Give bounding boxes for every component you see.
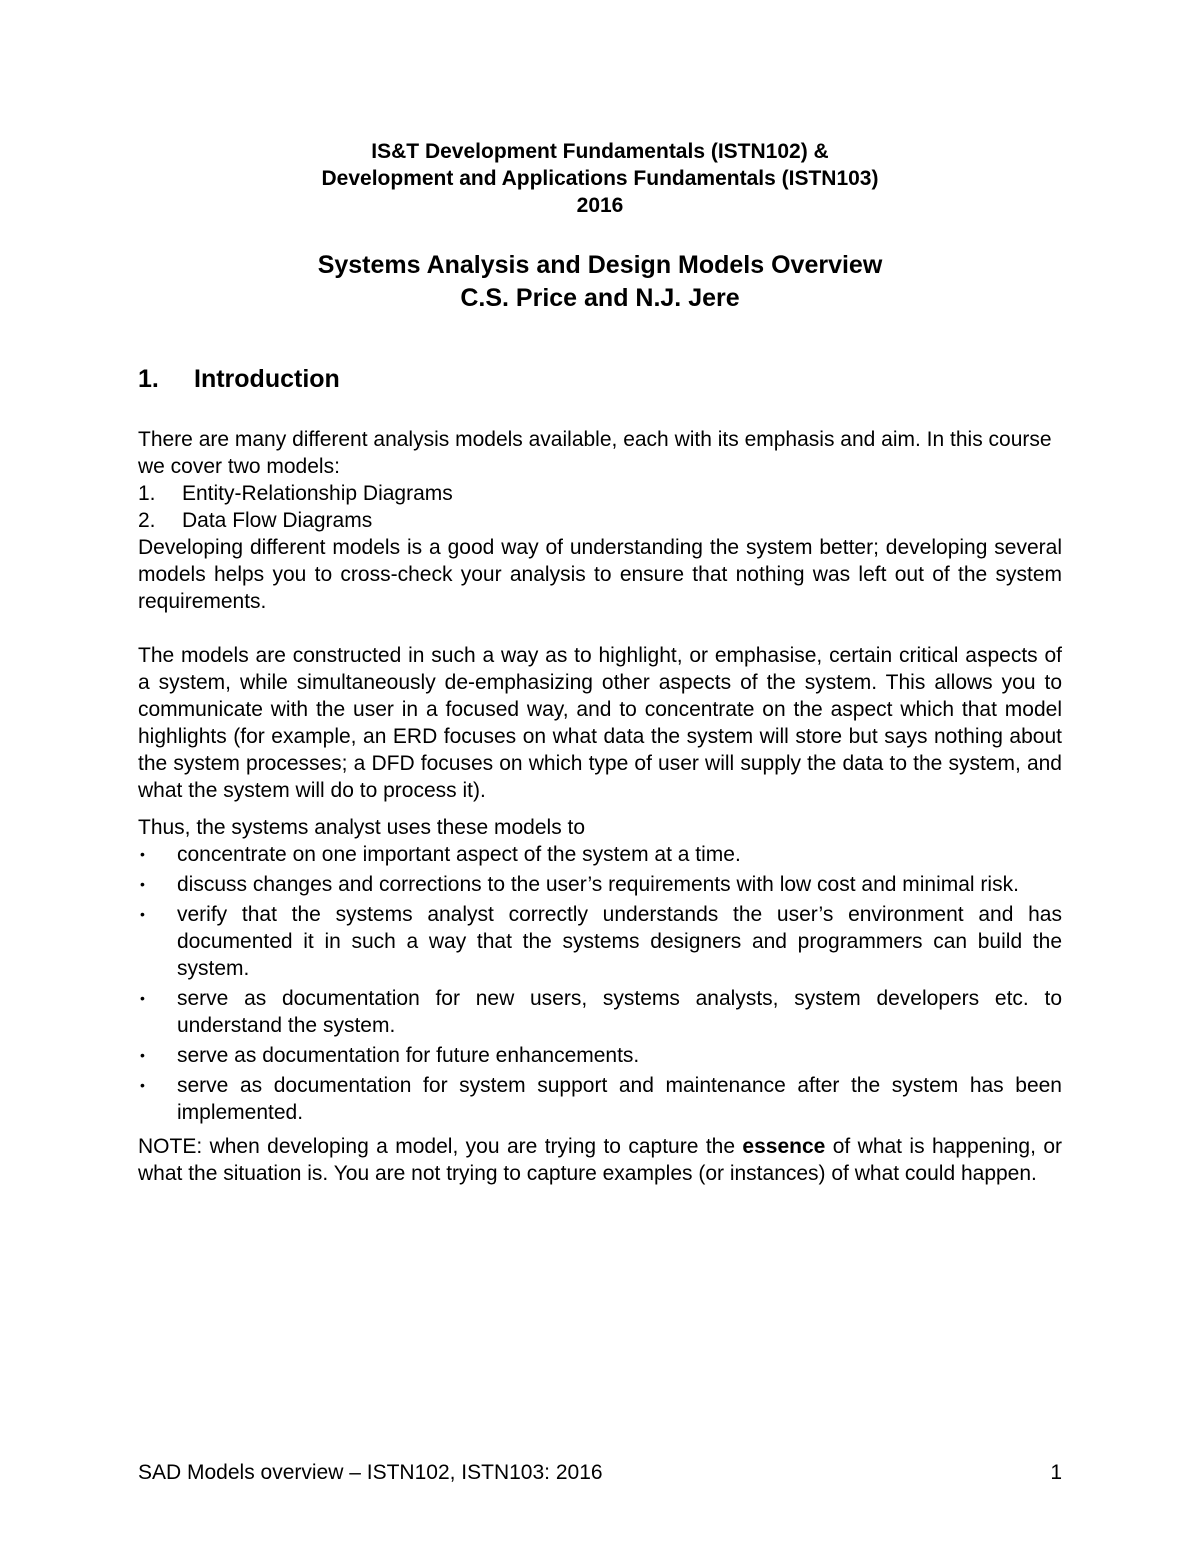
document-authors: C.S. Price and N.J. Jere xyxy=(460,284,740,312)
body-text xyxy=(138,426,1062,1187)
bullet-text: serve as documentation for future enhancements. xyxy=(177,1044,640,1067)
bullet-glyph: • xyxy=(140,906,145,922)
model-list-item xyxy=(138,480,1062,507)
course-header-line-1: IS&T Development Fundamentals (ISTN102) & xyxy=(371,140,829,163)
document-title-block xyxy=(0,249,1200,315)
uses-bullet-list xyxy=(138,841,1062,1126)
document-title: Systems Analysis and Design Models Overview xyxy=(317,251,883,279)
bullet-glyph: • xyxy=(140,1047,145,1063)
note-text-start: NOTE: when developing a model, you are trying to capture the xyxy=(138,1135,743,1158)
uses-lead-in: Thus, the systems analyst uses these models to xyxy=(138,816,586,839)
course-header-year: 2016 xyxy=(576,194,624,217)
bullet-text: verify that the systems analyst correctly understands the user’s environment and has documented it in such a way that the systems designers and programmers can build the system. xyxy=(177,903,1062,980)
intro-paragraph: There are many different analysis models available, each with its emphasis and aim. In this course we cover two models: xyxy=(138,428,1052,478)
bullet-item xyxy=(138,1072,1062,1126)
section-heading xyxy=(138,363,340,396)
paragraph-spacer xyxy=(138,804,1062,814)
models-paragraph: Developing different models is a good way of understanding the system better; developing several models helps you to cross-check your analysis to ensure that nothing was left out of the system requirements. xyxy=(138,536,1062,613)
course-header xyxy=(0,138,1200,219)
bullet-glyph: • xyxy=(140,1077,145,1093)
model-list-label: Entity-Relationship Diagrams xyxy=(182,482,453,505)
paragraph-spacer xyxy=(138,615,1062,642)
bullet-item xyxy=(138,985,1062,1039)
model-list-number: 1. xyxy=(138,482,156,505)
note-paragraph xyxy=(138,1133,1062,1187)
bullet-glyph: • xyxy=(140,876,145,892)
page-footer xyxy=(138,1459,1062,1486)
bullet-item xyxy=(138,901,1062,982)
bullet-glyph: • xyxy=(140,990,145,1006)
bullet-item xyxy=(138,871,1062,898)
bullet-text: concentrate on one important aspect of the system at a time. xyxy=(177,843,741,866)
bullet-item xyxy=(138,1042,1062,1069)
bullet-text: serve as documentation for new users, systems analysts, system developers etc. to understand the system. xyxy=(177,987,1062,1037)
section-title: Introduction xyxy=(194,365,340,393)
bullet-text: discuss changes and corrections to the user’s requirements with low cost and minimal risk. xyxy=(177,873,1019,896)
section-number: 1. xyxy=(138,365,159,393)
course-header-line-2: Development and Applications Fundamentals (ISTN103) xyxy=(321,167,879,190)
model-list-item xyxy=(138,507,1062,534)
note-emphasis: essence xyxy=(742,1135,826,1158)
note-text-end: of what is happening, or what the situation is. You are not trying to capture examples (or instances) of what could happen. xyxy=(138,1135,1062,1185)
bullet-item xyxy=(138,841,1062,868)
page-number: 1 xyxy=(1050,1461,1062,1484)
bullet-text: serve as documentation for system support and maintenance after the system has been implemented. xyxy=(177,1074,1062,1124)
bullet-glyph: • xyxy=(140,846,145,862)
model-list xyxy=(138,480,1062,534)
model-list-label: Data Flow Diagrams xyxy=(182,509,373,532)
model-list-number: 2. xyxy=(138,509,156,532)
emphasis-paragraph: The models are constructed in such a way as to highlight, or emphasise, certain critical aspects of a system, while simultaneously de-emphasizing other aspects of the system. This allows you to communicate with the user in a focused way, and to concentrate on the aspect which that model highlights (for example, an ERD focuses on what data the system will store but says nothing about the system processes; a DFD focuses on which type of user will supply the data to the system, and what the system will do to process it). xyxy=(138,644,1062,802)
footer-text: SAD Models overview – ISTN102, ISTN103: 2016 xyxy=(138,1461,603,1484)
